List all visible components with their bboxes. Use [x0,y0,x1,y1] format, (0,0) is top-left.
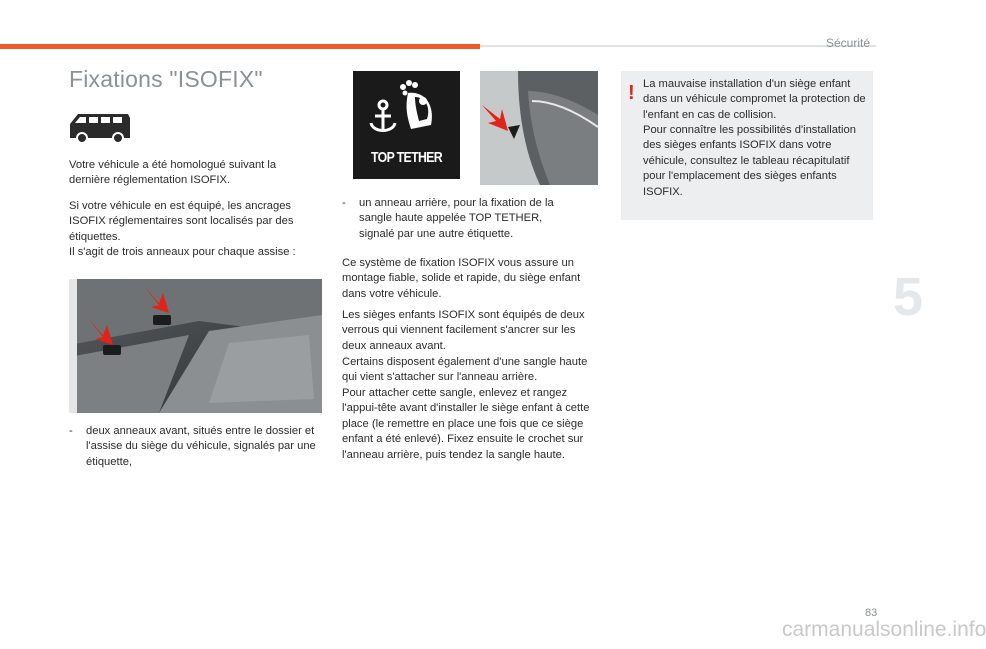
seat-back-photo [480,71,598,185]
anchors-paragraph: Si votre véhicule en est équipé, les ancrages ISOFIX réglementaires sont localisés par des étiquettes. [69,200,294,243]
chapter-number: 5 [893,267,924,327]
top-tether-label-icon [353,71,460,179]
system-paragraph: Ce système de fixation ISOFIX vous assure un montage fiable, solide et rapide, du siège enfant dans votre véhicule. [342,257,581,300]
header-divider [480,45,876,47]
seats-paragraph-3: Pour attacher cette sangle, enlevez et rangez l'appui-tête avant d'installer le siège enfant à cette place (le remettre en place une fois que ce siège enfant a été enlevé). Fixez ensuite le crochet sur l'anneau arrière, puis tendez la sangle haute. [342,387,590,461]
warning-text-2: Pour connaître les possibilités d'installation des sièges enfants ISOFIX dans votre véhicule, consultez le tableau récapitulatif pour l'emplacement des sièges enfants ISOFIX. [643,124,856,198]
section-name: Sécurité [826,36,871,50]
header-accent-bar [0,44,480,49]
top-tether-caption: TOP TETHER [371,149,442,166]
rings-paragraph: Il s'agit de trois anneaux pour chaque assise : [69,246,296,258]
rear-seat-photo [69,279,322,413]
warning-exclamation-icon: ! [628,82,635,104]
intro-paragraph: Votre véhicule a été homologué suivant la dernière réglementation ISOFIX. [69,159,277,187]
seats-paragraph-1: Les sièges enfants ISOFIX sont équipés de deux verrous qui viennent facilement s'ancrer sur les deux anneaux avant. [342,309,585,352]
van-icon [68,108,132,144]
watermark: carmanualsonline.info [782,618,986,641]
warning-text-1: La mauvaise installation d'un siège enfant dans un véhicule compromet la protection de l'enfant en cas de collision. [643,78,866,121]
page-title: Fixations "ISOFIX" [69,66,263,92]
page-number: 83 [865,607,878,619]
seats-paragraph-2: Certains disposent également d'une sangle haute qui vient s'attacher sur l'anneau arrière. [342,356,588,384]
